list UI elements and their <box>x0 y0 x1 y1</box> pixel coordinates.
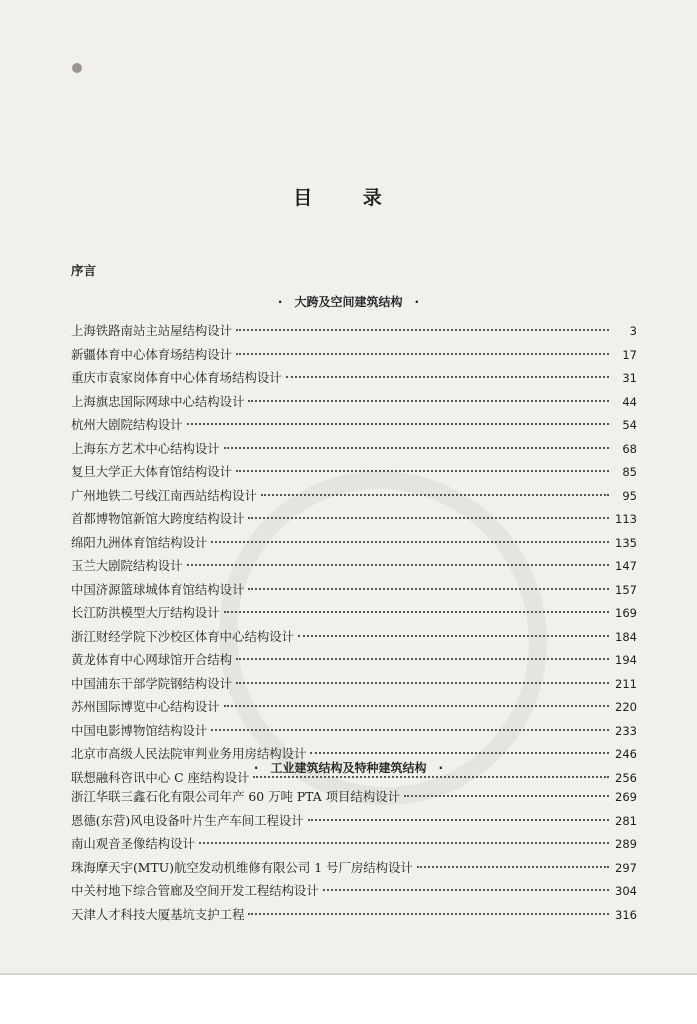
toc-entry-page-number: 184 <box>615 629 637 644</box>
toc-entry[interactable] <box>71 321 637 345</box>
dot-leader <box>308 819 609 821</box>
bullet-mark: · <box>438 761 444 775</box>
toc-entry-page-number: 246 <box>615 747 637 761</box>
toc-entry[interactable] <box>71 415 637 439</box>
toc-entry[interactable] <box>71 858 637 882</box>
dot-leader <box>187 423 609 425</box>
toc-entry[interactable] <box>71 627 637 651</box>
toc-entry[interactable] <box>71 368 637 392</box>
toc-entry-title: 南山观音圣像结构设计 <box>71 836 195 851</box>
toc-entry[interactable] <box>71 556 637 580</box>
section-heading-1-label: 大跨及空间建筑结构 <box>294 295 403 309</box>
toc-entry-title: 长江防洪模型大厅结构设计 <box>71 605 220 620</box>
toc-entry[interactable] <box>71 881 637 905</box>
toc-entry-page-number: 135 <box>615 535 637 550</box>
toc-entry-title: 黄龙体育中心网球馆开合结构 <box>71 652 233 667</box>
dot-leader <box>286 376 609 378</box>
toc-entry[interactable] <box>71 811 637 835</box>
toc-entry[interactable] <box>71 392 637 416</box>
dot-leader <box>404 795 609 797</box>
dot-leader <box>199 842 609 844</box>
dot-leader <box>236 353 609 355</box>
dot-leader <box>248 517 609 519</box>
toc-entry-title: 上海铁路南站主站屋结构设计 <box>71 323 233 338</box>
toc-entry-title: 恩德(东营)风电设备叶片生产车间工程设计 <box>71 812 304 828</box>
dot-leader <box>236 682 609 684</box>
toc-entry[interactable] <box>71 462 637 486</box>
dot-leader <box>417 866 609 868</box>
toc-entry-page-number: 211 <box>615 676 637 691</box>
toc-entry-title: 上海旗忠国际网球中心结构设计 <box>71 393 245 409</box>
dot-leader <box>236 658 609 660</box>
toc-entry[interactable] <box>71 509 637 533</box>
toc-entry-page-number: 316 <box>615 907 637 922</box>
toc-entry[interactable] <box>71 439 637 463</box>
toc-entry-page-number: 31 <box>622 371 637 385</box>
bleed-through-header <box>72 60 88 74</box>
bullet-mark: · <box>277 295 283 309</box>
bullet-mark: · <box>253 761 259 775</box>
toc-entry-page-number: 85 <box>622 465 637 479</box>
toc-entry[interactable] <box>71 674 637 698</box>
page-title: 目 录 <box>293 187 404 209</box>
toc-entry-page-number: 220 <box>615 700 637 714</box>
preface-entry[interactable]: 序言 <box>71 263 97 278</box>
toc-entry[interactable] <box>71 486 637 510</box>
toc-entry-page-number: 256 <box>615 770 637 785</box>
toc-entry[interactable] <box>71 905 637 929</box>
toc-entry-page-number: 3 <box>629 324 637 338</box>
toc-entry-title: 广州地铁二号线江南西站结构设计 <box>71 487 257 503</box>
toc-entry-page-number: 95 <box>622 488 637 503</box>
toc-entry-title: 中关村地下综合管廊及空间开发工程结构设计 <box>71 883 319 898</box>
toc-entry-title: 珠海摩天宇(MTU)航空发动机维修有限公司 1 号厂房结构设计 <box>71 859 413 875</box>
dot-leader <box>187 564 609 566</box>
dot-leader <box>211 541 609 543</box>
dot-leader <box>323 889 609 891</box>
toc-entry-title: 新疆体育中心体育场结构设计 <box>71 346 233 362</box>
toc-entry-page-number: 147 <box>615 559 637 573</box>
toc-entry-title: 北京市高级人民法院审判业务用房结构设计 <box>71 746 307 761</box>
toc-entry-page-number: 281 <box>615 813 637 828</box>
toc-entry-title: 中国济源篮球城体育馆结构设计 <box>71 581 245 597</box>
toc-entry[interactable] <box>71 533 637 557</box>
toc-entry-title: 苏州国际博览中心结构设计 <box>71 699 220 714</box>
toc-entry-page-number: 68 <box>622 441 637 456</box>
toc-entry-page-number: 269 <box>615 790 637 804</box>
section-heading-1 <box>0 293 697 310</box>
bullet-mark: · <box>414 295 420 309</box>
toc-entry-page-number: 304 <box>615 884 637 898</box>
toc-entry[interactable] <box>71 834 637 858</box>
toc-entry-title: 首都博物馆新馆大跨度结构设计 <box>71 511 245 526</box>
dot-leader <box>248 913 609 915</box>
dot-leader <box>310 752 609 754</box>
toc-entry-title: 杭州大剧院结构设计 <box>71 417 183 432</box>
toc-entry-page-number: 113 <box>615 512 637 526</box>
toc-entry-title: 重庆市袁家岗体育中心体育场结构设计 <box>71 370 282 385</box>
toc-entry[interactable] <box>71 580 637 604</box>
toc-section-1 <box>71 321 637 791</box>
toc-entry-title: 玉兰大剧院结构设计 <box>71 558 183 573</box>
toc-entry[interactable] <box>71 650 637 674</box>
toc-entry-page-number: 44 <box>622 394 637 409</box>
dot-leader <box>236 329 609 331</box>
toc-entry-page-number: 233 <box>615 723 637 738</box>
toc-entry-page-number: 169 <box>615 606 637 620</box>
toc-entry-title: 浙江华联三鑫石化有限公司年产 60 万吨 PTA 项目结构设计 <box>71 789 400 804</box>
section-heading-2-label: 工业建筑结构及特种建筑结构 <box>270 761 427 775</box>
toc-entry-page-number: 289 <box>615 837 637 851</box>
dot-leader <box>224 705 609 707</box>
toc-entry-title: 中国电影博物馆结构设计 <box>71 722 208 738</box>
dot-leader <box>261 494 609 496</box>
toc-entry-title: 中国浦东干部学院钢结构设计 <box>71 675 233 691</box>
toc-entry-title: 上海东方艺术中心结构设计 <box>71 440 220 456</box>
toc-entry[interactable] <box>71 787 637 811</box>
dot-leader <box>224 611 609 613</box>
toc-entry-page-number: 17 <box>622 347 637 362</box>
dot-leader <box>248 588 609 590</box>
toc-entry-title: 浙江财经学院下沙校区体育中心结构设计 <box>71 628 295 644</box>
toc-entry-page-number: 194 <box>615 653 637 667</box>
toc-entry[interactable] <box>71 345 637 369</box>
dot-leader <box>298 635 609 637</box>
dot-leader <box>224 447 609 449</box>
dot-leader <box>248 400 609 402</box>
toc-entry-title: 绵阳九洲体育馆结构设计 <box>71 534 208 550</box>
toc-entry-title: 复旦大学正大体育馆结构设计 <box>71 464 233 479</box>
page-bottom-margin <box>0 975 697 1024</box>
dot-leader <box>211 729 609 731</box>
toc-entry[interactable] <box>71 697 637 721</box>
toc-section-2 <box>71 787 637 928</box>
toc-entry[interactable] <box>71 603 637 627</box>
toc-entry-title: 联想融科咨讯中心 C 座结构设计 <box>71 769 250 785</box>
toc-entry-page-number: 297 <box>615 860 637 875</box>
toc-entry-page-number: 157 <box>615 582 637 597</box>
toc-entry[interactable] <box>71 721 637 745</box>
toc-entry-page-number: 54 <box>622 418 637 432</box>
section-heading-2 <box>0 759 697 776</box>
toc-entry-title: 天津人才科技大厦基坑支护工程 <box>71 906 245 922</box>
dot-leader <box>236 470 609 472</box>
